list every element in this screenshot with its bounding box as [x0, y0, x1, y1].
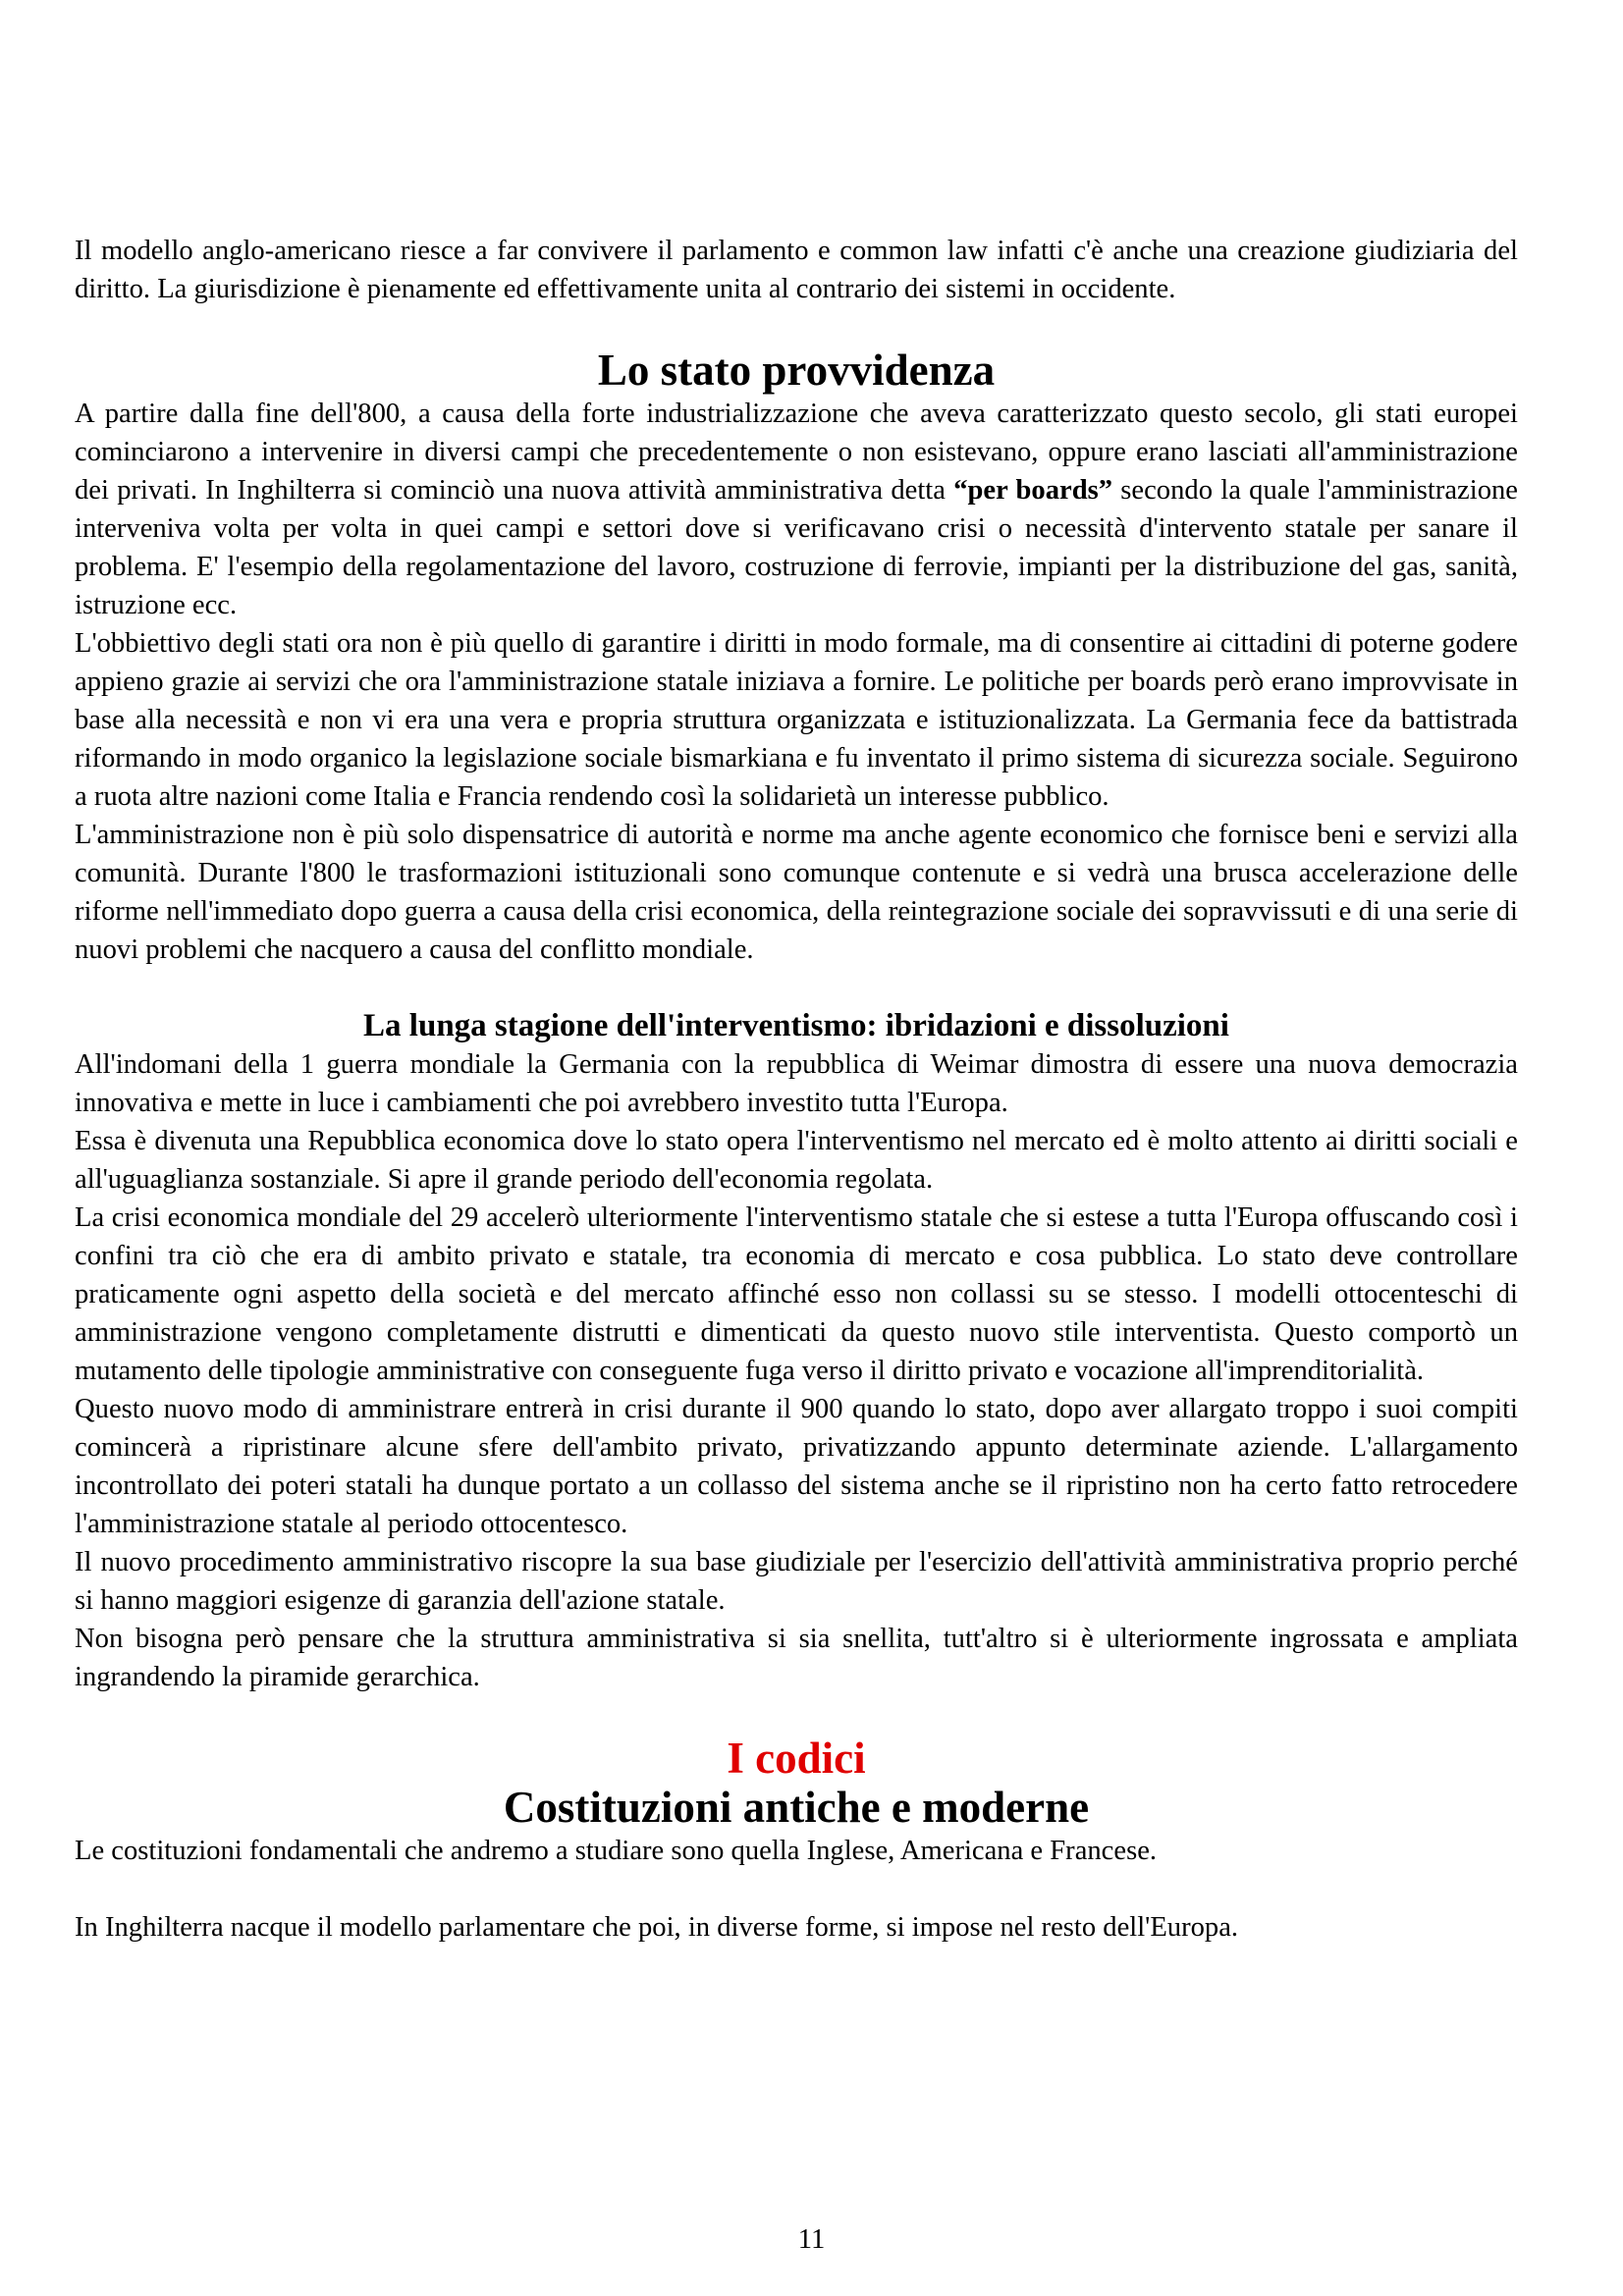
- interventismo-paragraph-6: Non bisogna però pensare che la struttura amministrativa si sia snellita, tutt'altro si è ulteriormente ingrossata e ampliata ingrandendo la piramide gerarchica.: [75, 1624, 1518, 1692]
- intro-paragraph: Il modello anglo-americano riesce a far convivere il parlamento e common law infatti c'è anche una creazione giudiziaria del diritto. La giurisdizione è pienamente ed effettivamente unita al contrario dei sistemi in occidente.: [75, 236, 1518, 304]
- costituzioni-paragraph-1: Le costituzioni fondamentali che andremo a studiare sono quella Inglese, Americana e Francese.: [75, 1836, 1158, 1866]
- section-title-stato-provvidenza: Lo stato provvidenza: [597, 346, 996, 395]
- paragraph-text: secondo la quale l'amministrazione interveniva volta per volta in quei campi e settori dove si verificavano crisi o necessità d'intervento statale per sanare il problema. E' l'esempio della regolamentazione del lavoro, costruzione di ferrovie, impianti per la distribuzione del gas, sanità, istruzione ecc.: [75, 475, 1518, 620]
- interventismo-paragraph-2: Essa è divenuta una Repubblica economica dove lo stato opera l'interventismo nel mercato ed è molto attento ai diritti sociali e all'uguaglianza sostanziale. Si apre il grande periodo dell'economia regolata.: [75, 1126, 1518, 1195]
- paragraph-text: A partire dalla fine dell'800, a causa della forte industrializzazione che aveva caratterizzato questo secolo, gli stati europei cominciarono a intervenire in diversi campi che precedentemente o non esistevano, oppure erano lasciati all'amministrazione dei privati. In Inghilterra si cominciò una nuova attività amministrativa detta: [75, 399, 1518, 506]
- interventismo-paragraph-3: La crisi economica mondiale del 29 accelerò ulteriormente l'interventismo statale che si estese a tutta l'Europa offuscando così i confini tra ciò che era di ambito privato e statale, tra economia di mercato e cosa pubblica. Lo stato deve controllare praticamente ogni aspetto della società e del mercato affinché esso non collassi su se stesso. I modelli ottocenteschi di amministrazione vengono completamente distrutti e dimenticati da questo nuovo stile interventista. Questo comportò un mutamento delle tipologie amministrative con conseguente fuga verso il diritto privato e vocazione all'imprenditorialità.: [75, 1202, 1518, 1386]
- stato-provvidenza-paragraph-1: [75, 395, 1518, 624]
- document-page: [75, 232, 1518, 1947]
- costituzioni-paragraph-2: In Inghilterra nacque il modello parlamentare che poi, in diverse forme, si impose nel resto dell'Europa.: [75, 1912, 1239, 1943]
- section-title-i-codici: I codici: [727, 1734, 866, 1783]
- interventismo-paragraph-4: Questo nuovo modo di amministrare entrerà in crisi durante il 900 quando lo stato, dopo aver allargato troppo i suoi compiti comincerà a ripristinare alcune sfere dell'ambito privato, privatizzando appunto determinate aziende. L'allargamento incontrollato dei poteri statali ha dunque portato a un collasso del sistema anche se il ripristino non ha certo fatto retrocedere l'amministrazione statale al periodo ottocentesco.: [75, 1394, 1518, 1539]
- page-number: 11: [797, 2224, 826, 2255]
- interventismo-paragraph-5: Il nuovo procedimento amministrativo riscopre la sua base giudiziale per l'esercizio dell'attività amministrativa proprio perché si hanno maggiori esigenze di garanzia dell'azione statale.: [75, 1547, 1518, 1616]
- interventismo-paragraph-1: All'indomani della 1 guerra mondiale la Germania con la repubblica di Weimar dimostra di essere una nuova democrazia innovativa e mette in luce i cambiamenti che poi avrebbero investito tutta l'Europa.: [75, 1049, 1518, 1118]
- stato-provvidenza-paragraph-2: L'obbiettivo degli stati ora non è più quello di garantire i diritti in modo formale, ma di consentire ai cittadini di poterne godere appieno grazie ai servizi che ora l'amministrazione statale iniziava a fornire. Le politiche per boards però erano improvvisate in base alla necessità e non vi era una vera e propria struttura organizzata e istituzionalizzata. La Germania fece da battistrada riformando in modo organico la legislazione sociale bismarkiana e fu inventato il primo sistema di sicurezza sociale. Seguirono a ruota altre nazioni come Italia e Francia rendendo così la solidarietà un interesse pubblico.: [75, 628, 1518, 812]
- section-title-costituzioni: Costituzioni antiche e moderne: [503, 1783, 1090, 1832]
- section-title-interventismo: La lunga stagione dell'interventismo: ibridazioni e dissoluzioni: [363, 1008, 1229, 1043]
- per-boards-emphasis: “per boards”: [953, 475, 1113, 506]
- stato-provvidenza-paragraph-3: L'amministrazione non è più solo dispensatrice di autorità e norme ma anche agente economico che fornisce beni e servizi alla comunità. Durante l'800 le trasformazioni istituzionali sono comunque contenute e si vedrà una brusca accelerazione delle riforme nell'immediato dopo guerra a causa della crisi economica, della reintegrazione sociale dei sopravvissuti e di una serie di nuovi problemi che nacquero a causa del conflitto mondiale.: [75, 820, 1518, 965]
